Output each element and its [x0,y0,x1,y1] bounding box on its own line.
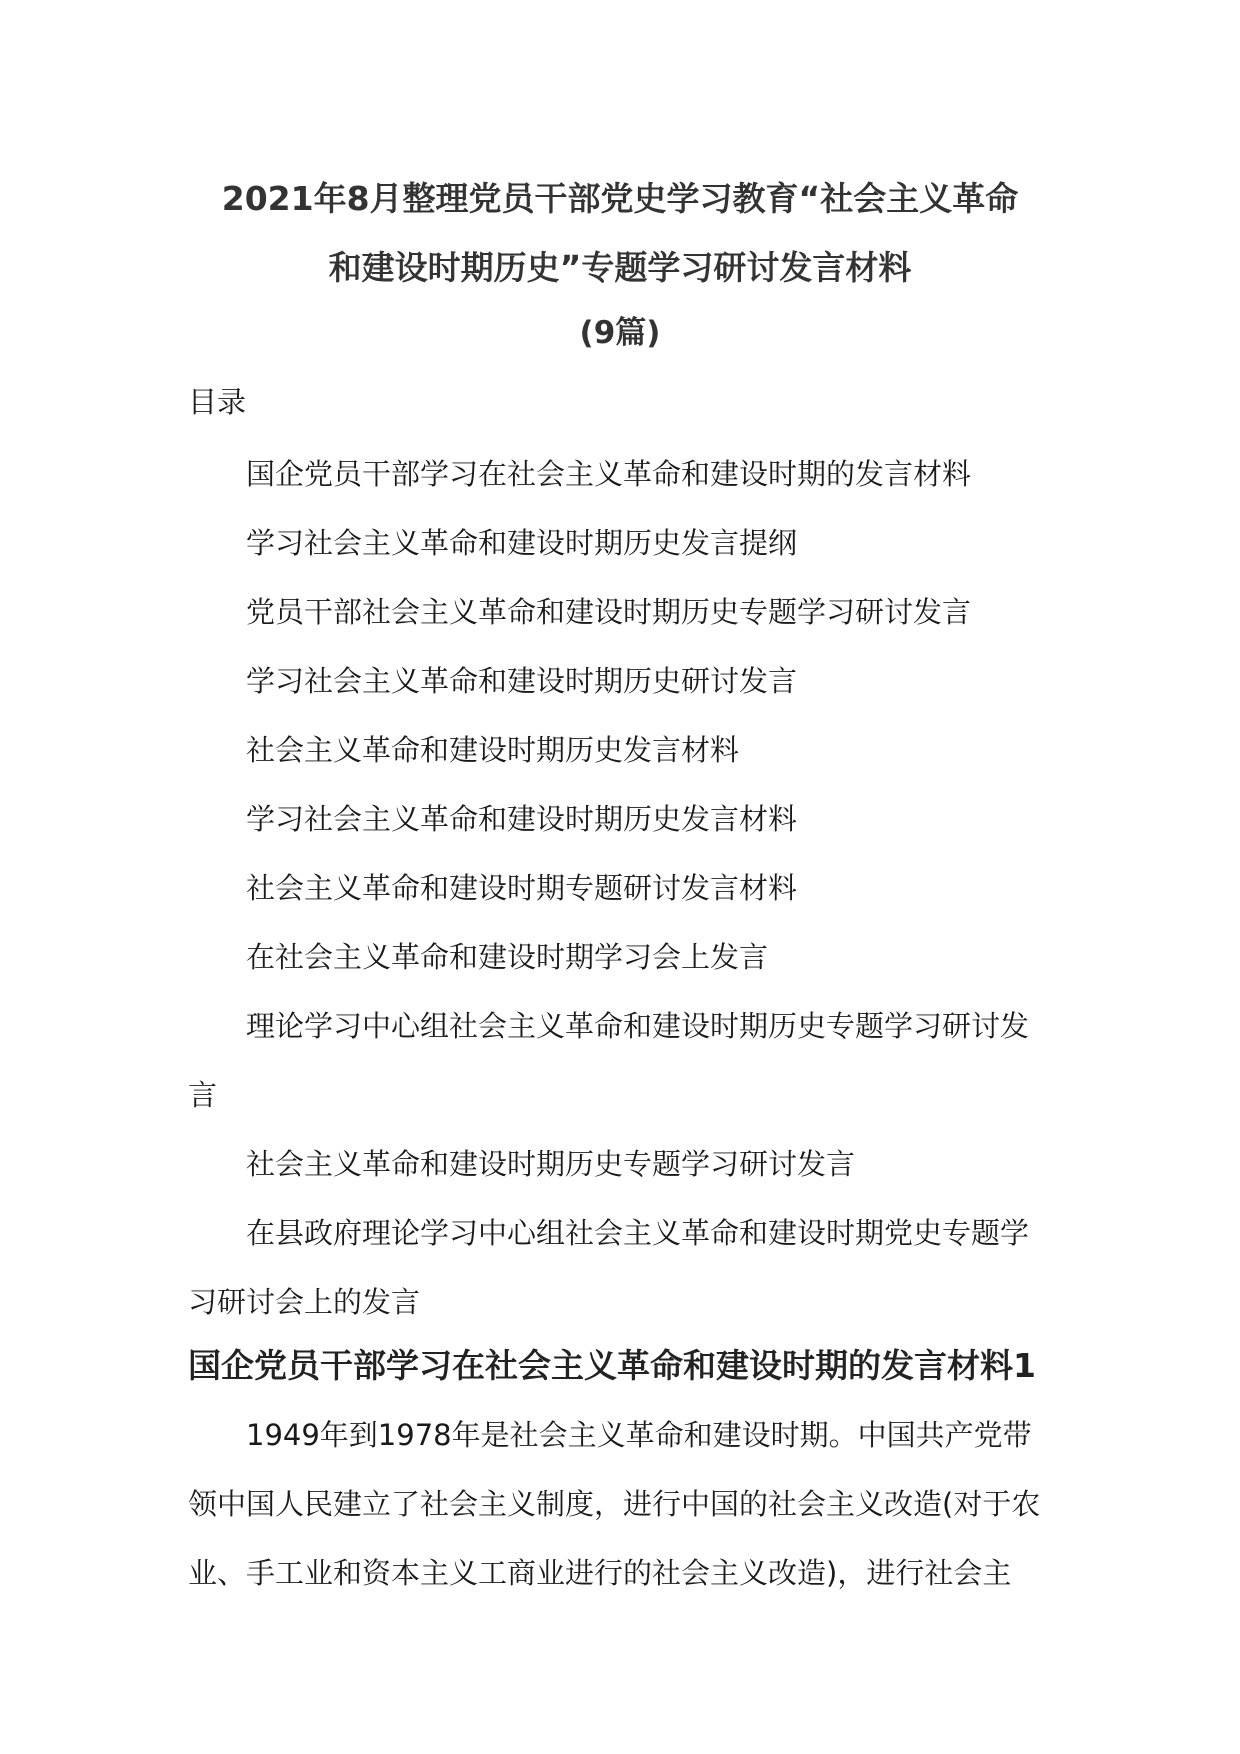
toc-item[interactable]: 社会主义革命和建设时期专题研讨发言材料 [246,871,798,905]
toc-item[interactable]: 社会主义革命和建设时期历史发言材料 [246,733,740,767]
toc-heading: 目录 [188,385,247,419]
toc-item[interactable]: 理论学习中心组社会主义革命和建设时期历史专题学习研讨发言 [188,1009,1030,1112]
document-title-count: (9篇) [579,315,661,351]
toc-item[interactable]: 在县政府理论学习中心组社会主义革命和建设时期党史专题学习研讨会上的发言 [188,1216,1030,1319]
document-title-line-2: 和建设时期历史”专题学习研讨发言材料 [328,248,912,287]
section-heading: 国企党员干部学习在社会主义革命和建设时期的发言材料1 [188,1346,1036,1385]
toc-item[interactable]: 学习社会主义革命和建设时期历史发言提纲 [246,526,798,560]
toc-item[interactable]: 党员干部社会主义革命和建设时期历史专题学习研讨发言 [246,595,972,629]
toc-item[interactable]: 在社会主义革命和建设时期学习会上发言 [246,940,769,974]
toc-item[interactable]: 社会主义革命和建设时期历史专题学习研讨发言 [246,1147,856,1181]
toc-item[interactable]: 学习社会主义革命和建设时期历史发言材料 [246,802,798,836]
toc-item[interactable]: 国企党员干部学习在社会主义革命和建设时期的发言材料 [246,457,972,491]
document-title-line-1: 2021年8月整理党员干部党史学习教育“社会主义革命 [221,179,1019,218]
body-paragraph: 1949年到1978年是社会主义革命和建设时期。中国共产党带领中国人民建立了社会主义制度，进行中国的社会主义改造(对于农业、手工业和资本主义工商业进行的社会主义改造)，进行社会主 [188,1418,1041,1590]
table-of-contents [188,440,1068,1337]
toc-item[interactable]: 学习社会主义革命和建设时期历史研讨发言 [246,664,798,698]
